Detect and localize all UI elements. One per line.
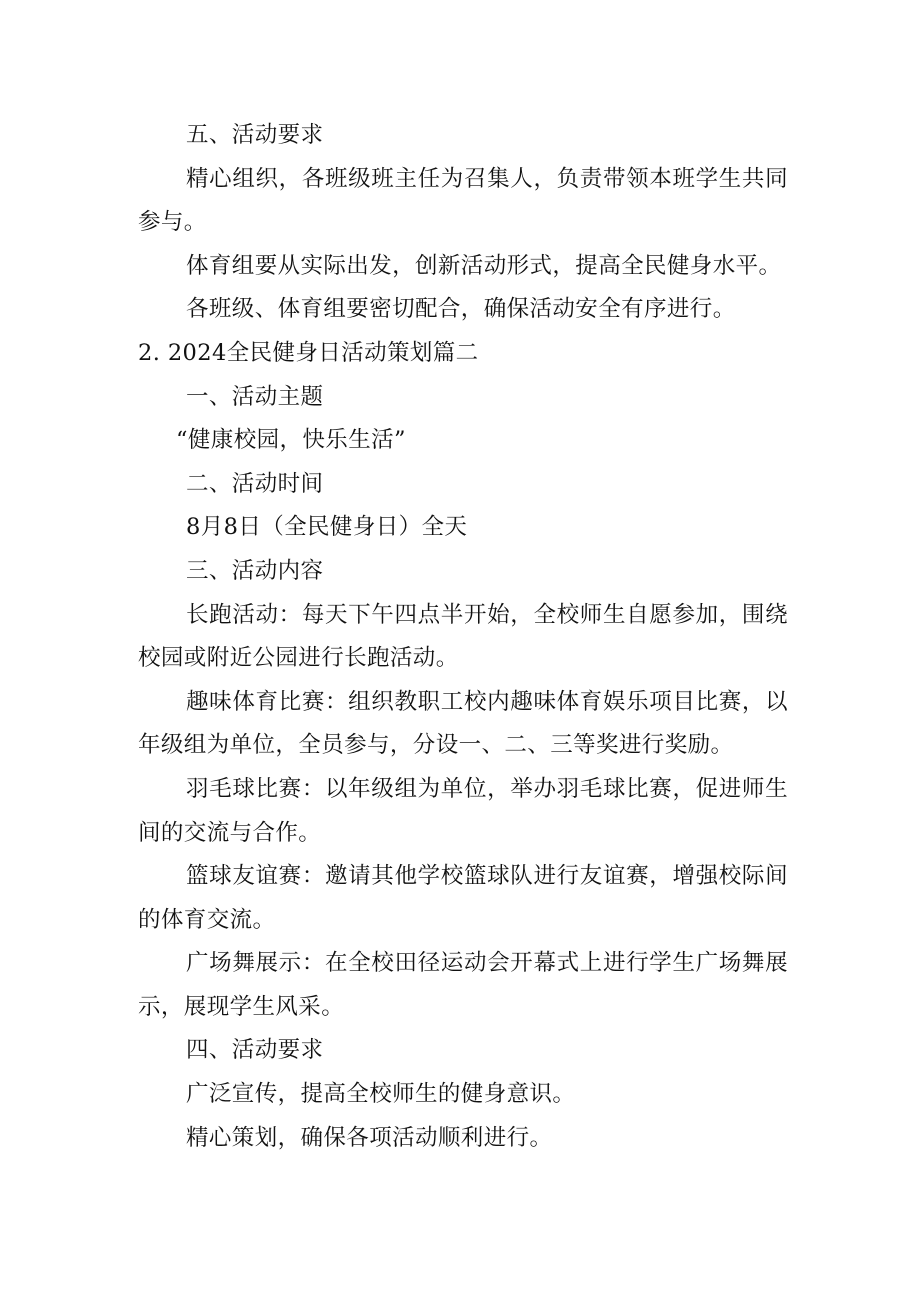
- paragraph: 广场舞展示：在全校田径运动会开幕式上进行学生广场舞展示，展现学生风采。: [138, 950, 788, 1020]
- paragraph: 各班级、体育组要密切配合，确保活动安全有序进行。: [186, 296, 736, 323]
- section-heading-theme: 一、活动主题: [186, 383, 324, 410]
- section-heading-time: 二、活动时间: [186, 470, 324, 497]
- theme-slogan: “健康校园，快乐生活”: [176, 427, 406, 454]
- paragraph: 精心策划，确保各项活动顺利进行。: [186, 1124, 553, 1151]
- paragraph: 趣味体育比赛：组织教职工校内趣味体育娱乐项目比赛，以年级组为单位，全员参与，分设一、二、三等奖进行奖励。: [138, 688, 788, 759]
- paragraph: 羽毛球比赛：以年级组为单位，举办羽毛球比赛，促进师生间的交流与合作。: [138, 775, 788, 846]
- paragraph: 长跑活动：每天下午四点半开始，全校师生自愿参加，围绕校园或附近公园进行长跑活动。: [138, 601, 788, 672]
- paragraph: 篮球友谊赛：邀请其他学校篮球队进行友谊赛，增强校际间的体育交流。: [138, 863, 788, 933]
- document-body: [138, 114, 788, 1160]
- paragraph: 体育组要从实际出发，创新活动形式，提高全民健身水平。: [186, 252, 782, 279]
- paragraph: 8月8日（全民健身日）全天: [186, 514, 468, 541]
- section-heading-requirements: 四、活动要求: [186, 1037, 324, 1064]
- section-heading-requirements: 五、活动要求: [186, 122, 324, 148]
- paragraph: 广泛宣传，提高全校师生的健身意识。: [186, 1081, 576, 1108]
- document-subtitle: 2. 2024全民健身日活动策划篇二: [138, 339, 479, 366]
- section-heading-content: 三、活动内容: [186, 557, 324, 584]
- paragraph: 精心组织，各班级班主任为召集人，负责带领本班学生共同参与。: [138, 165, 788, 236]
